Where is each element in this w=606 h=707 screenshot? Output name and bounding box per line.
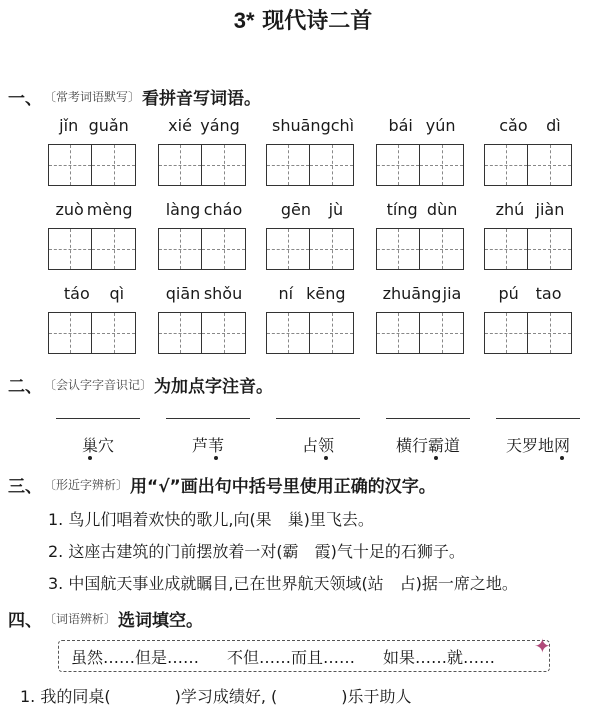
part2-item bbox=[488, 410, 588, 456]
writing-box[interactable] bbox=[376, 144, 420, 186]
pinyin-syllable: pú bbox=[498, 284, 519, 303]
writing-box[interactable] bbox=[310, 228, 354, 270]
writing-boxes bbox=[484, 144, 576, 186]
writing-box[interactable] bbox=[92, 144, 136, 186]
part2-item bbox=[158, 410, 258, 456]
pinyin-syllable: cháo bbox=[203, 200, 243, 219]
writing-boxes bbox=[484, 228, 576, 270]
dotted-character: 苇 bbox=[208, 436, 225, 455]
section-4-tag: 〔 词语辨析 〕 bbox=[44, 610, 116, 627]
pinyin-label bbox=[376, 284, 468, 306]
section-3-tag: 〔 形近字辨析 〕 bbox=[44, 476, 128, 493]
writing-box[interactable] bbox=[420, 228, 464, 270]
pinyin-cell bbox=[376, 116, 468, 186]
part2-item bbox=[378, 410, 478, 456]
writing-box[interactable] bbox=[92, 312, 136, 354]
pinyin-syllable: mèng bbox=[86, 200, 133, 219]
pinyin-syllable: xié bbox=[168, 116, 192, 135]
pinyin-syllable: shǒu bbox=[203, 284, 243, 303]
dotted-character: 领 bbox=[318, 436, 335, 455]
pinyin-syllable: qì bbox=[109, 284, 125, 303]
pinyin-syllable: dì bbox=[546, 116, 561, 135]
section-1-tag: 〔 常考词语默写 〕 bbox=[44, 88, 140, 105]
part2-item bbox=[48, 410, 148, 456]
pinyin-label bbox=[48, 200, 140, 222]
word-choice-box bbox=[58, 640, 550, 672]
pinyin-cell bbox=[158, 116, 250, 186]
section-1-heading bbox=[8, 84, 261, 109]
pinyin-syllable: yáng bbox=[200, 116, 240, 135]
part3-line-1: 1. 鸟儿们唱着欢快的歌儿,向(果 巢)里飞去。 bbox=[48, 510, 374, 529]
writing-boxes bbox=[266, 228, 358, 270]
writing-box[interactable] bbox=[310, 144, 354, 186]
writing-box[interactable] bbox=[376, 228, 420, 270]
pinyin-label bbox=[484, 284, 576, 306]
writing-box[interactable] bbox=[376, 312, 420, 354]
pinyin-syllable: bái bbox=[388, 116, 413, 135]
writing-boxes bbox=[376, 228, 468, 270]
writing-box[interactable] bbox=[266, 144, 310, 186]
writing-boxes bbox=[484, 312, 576, 354]
answer-blank[interactable] bbox=[386, 410, 470, 419]
writing-box[interactable] bbox=[528, 144, 572, 186]
writing-box[interactable] bbox=[48, 144, 92, 186]
answer-blank[interactable] bbox=[496, 410, 580, 419]
choice-2: 不但……而且…… bbox=[227, 647, 356, 667]
writing-box[interactable] bbox=[202, 228, 246, 270]
writing-box[interactable] bbox=[528, 312, 572, 354]
choice-1: 虽然……但是…… bbox=[71, 647, 200, 667]
pinyin-label bbox=[266, 116, 358, 138]
pinyin-syllable: yún bbox=[425, 116, 456, 135]
writing-box[interactable] bbox=[202, 144, 246, 186]
section-2-label: 二、 bbox=[8, 377, 42, 397]
pinyin-syllable: qiān bbox=[165, 284, 201, 303]
part2-word bbox=[48, 433, 148, 456]
pinyin-syllable: jiàn bbox=[535, 200, 565, 219]
pinyin-syllable: kēng bbox=[306, 284, 346, 303]
section-4-label: 四、 bbox=[8, 611, 42, 631]
writing-box[interactable] bbox=[484, 144, 528, 186]
pinyin-cell bbox=[266, 284, 358, 354]
word-part: 穴 bbox=[98, 436, 115, 455]
pinyin-row bbox=[48, 284, 588, 364]
pinyin-syllable: cǎo bbox=[499, 116, 528, 135]
pinyin-syllable: zhú bbox=[495, 200, 525, 219]
section-3-instruction: 用“√”画出句中括号里使用正确的汉字。 bbox=[130, 477, 436, 497]
pinyin-cell bbox=[484, 284, 576, 354]
writing-boxes bbox=[376, 312, 468, 354]
pinyin-label bbox=[158, 200, 250, 222]
writing-box[interactable] bbox=[420, 312, 464, 354]
writing-box[interactable] bbox=[202, 312, 246, 354]
dotted-character: 网 bbox=[554, 436, 571, 455]
writing-box[interactable] bbox=[420, 144, 464, 186]
pinyin-label bbox=[266, 200, 358, 222]
answer-blank[interactable] bbox=[56, 410, 140, 419]
section-2-heading bbox=[8, 372, 273, 397]
answer-blank[interactable] bbox=[276, 410, 360, 419]
pinyin-cell bbox=[158, 284, 250, 354]
answer-blank[interactable] bbox=[166, 410, 250, 419]
pinyin-row bbox=[48, 116, 588, 196]
writing-box[interactable] bbox=[48, 312, 92, 354]
pinyin-syllable: jia bbox=[442, 284, 462, 303]
pinyin-cell bbox=[266, 116, 358, 186]
writing-box[interactable] bbox=[158, 228, 202, 270]
pinyin-syllable: shuāng bbox=[272, 116, 331, 135]
section-2-tag: 〔 会认字字音识记 〕 bbox=[44, 376, 152, 393]
dotted-character: 巢 bbox=[81, 436, 98, 455]
lesson-title: 现代诗二首 bbox=[262, 9, 373, 34]
pinyin-cell bbox=[484, 116, 576, 186]
part4-line-1: 1. 我的同桌( )学习成绩好, ( )乐于助人 bbox=[20, 687, 412, 706]
word-part: 横行 bbox=[395, 436, 428, 455]
pinyin-cell bbox=[48, 116, 140, 186]
section-1-instruction: 看拼音写词语。 bbox=[142, 89, 262, 109]
pinyin-syllable: zhuāng bbox=[382, 284, 442, 303]
part2-word bbox=[158, 433, 258, 456]
pinyin-label bbox=[266, 284, 358, 306]
part2-items bbox=[48, 410, 588, 458]
pinyin-syllable: tíng bbox=[386, 200, 418, 219]
word-part: 天罗地 bbox=[505, 436, 554, 455]
writing-box[interactable] bbox=[92, 228, 136, 270]
writing-box[interactable] bbox=[310, 312, 354, 354]
writing-boxes bbox=[158, 228, 250, 270]
part2-word bbox=[268, 433, 368, 456]
page-title bbox=[0, 4, 606, 35]
pinyin-label bbox=[484, 200, 576, 222]
section-4-heading bbox=[8, 606, 203, 631]
pinyin-label bbox=[158, 116, 250, 138]
writing-boxes bbox=[266, 144, 358, 186]
writing-box[interactable] bbox=[266, 228, 310, 270]
pinyin-row bbox=[48, 200, 588, 280]
pinyin-cell bbox=[48, 200, 140, 270]
writing-box[interactable] bbox=[484, 312, 528, 354]
word-part: 占 bbox=[301, 436, 318, 455]
pinyin-syllable: chì bbox=[330, 116, 355, 135]
pinyin-cell bbox=[484, 200, 576, 270]
writing-boxes bbox=[158, 312, 250, 354]
pinyin-syllable: jù bbox=[328, 200, 344, 219]
part2-word bbox=[378, 433, 478, 456]
writing-boxes bbox=[266, 312, 358, 354]
writing-box[interactable] bbox=[266, 312, 310, 354]
part2-word bbox=[488, 433, 588, 456]
part2-item bbox=[268, 410, 368, 456]
word-part: 道 bbox=[444, 436, 461, 455]
pinyin-cell bbox=[376, 200, 468, 270]
section-4-instruction: 选词填空。 bbox=[118, 611, 204, 631]
pinyin-cell bbox=[376, 284, 468, 354]
pinyin-label bbox=[158, 284, 250, 306]
pinyin-cell bbox=[48, 284, 140, 354]
writing-box[interactable] bbox=[158, 144, 202, 186]
writing-boxes bbox=[158, 144, 250, 186]
section-2-instruction: 为加点字注音。 bbox=[154, 377, 274, 397]
part3-line-2: 2. 这座古建筑的门前摆放着一对(霸 霞)气十足的石狮子。 bbox=[48, 542, 465, 561]
pinyin-label bbox=[48, 116, 140, 138]
star-icon: ✦ bbox=[534, 634, 551, 658]
writing-box[interactable] bbox=[528, 228, 572, 270]
section-1-label: 一、 bbox=[8, 89, 42, 109]
pinyin-syllable: dùn bbox=[426, 200, 458, 219]
writing-box[interactable] bbox=[158, 312, 202, 354]
pinyin-cell bbox=[158, 200, 250, 270]
part3-line-3: 3. 中国航天事业成就瞩目,已在世界航天领域(站 占)据一席之地。 bbox=[48, 574, 518, 593]
pinyin-syllable: zuò bbox=[55, 200, 84, 219]
writing-box[interactable] bbox=[48, 228, 92, 270]
writing-boxes bbox=[48, 312, 140, 354]
pinyin-syllable: tao bbox=[535, 284, 562, 303]
pinyin-label bbox=[48, 284, 140, 306]
pinyin-syllable: táo bbox=[63, 284, 90, 303]
pinyin-label bbox=[376, 116, 468, 138]
section-3-label: 三、 bbox=[8, 477, 42, 497]
pinyin-label bbox=[376, 200, 468, 222]
choice-3: 如果……就…… bbox=[383, 647, 496, 667]
lesson-number: 3* bbox=[233, 8, 255, 33]
writing-boxes bbox=[48, 144, 140, 186]
writing-boxes bbox=[376, 144, 468, 186]
word-part: 芦 bbox=[191, 436, 208, 455]
pinyin-cell bbox=[266, 200, 358, 270]
pinyin-syllable: làng bbox=[165, 200, 201, 219]
writing-box[interactable] bbox=[484, 228, 528, 270]
pinyin-syllable: jǐn bbox=[59, 116, 79, 135]
dotted-character: 霸 bbox=[427, 436, 444, 455]
pinyin-syllable: ní bbox=[278, 284, 294, 303]
pinyin-syllable: guǎn bbox=[88, 116, 129, 135]
pinyin-label bbox=[484, 116, 576, 138]
writing-boxes bbox=[48, 228, 140, 270]
section-3-heading bbox=[8, 472, 436, 497]
pinyin-syllable: gēn bbox=[280, 200, 311, 219]
